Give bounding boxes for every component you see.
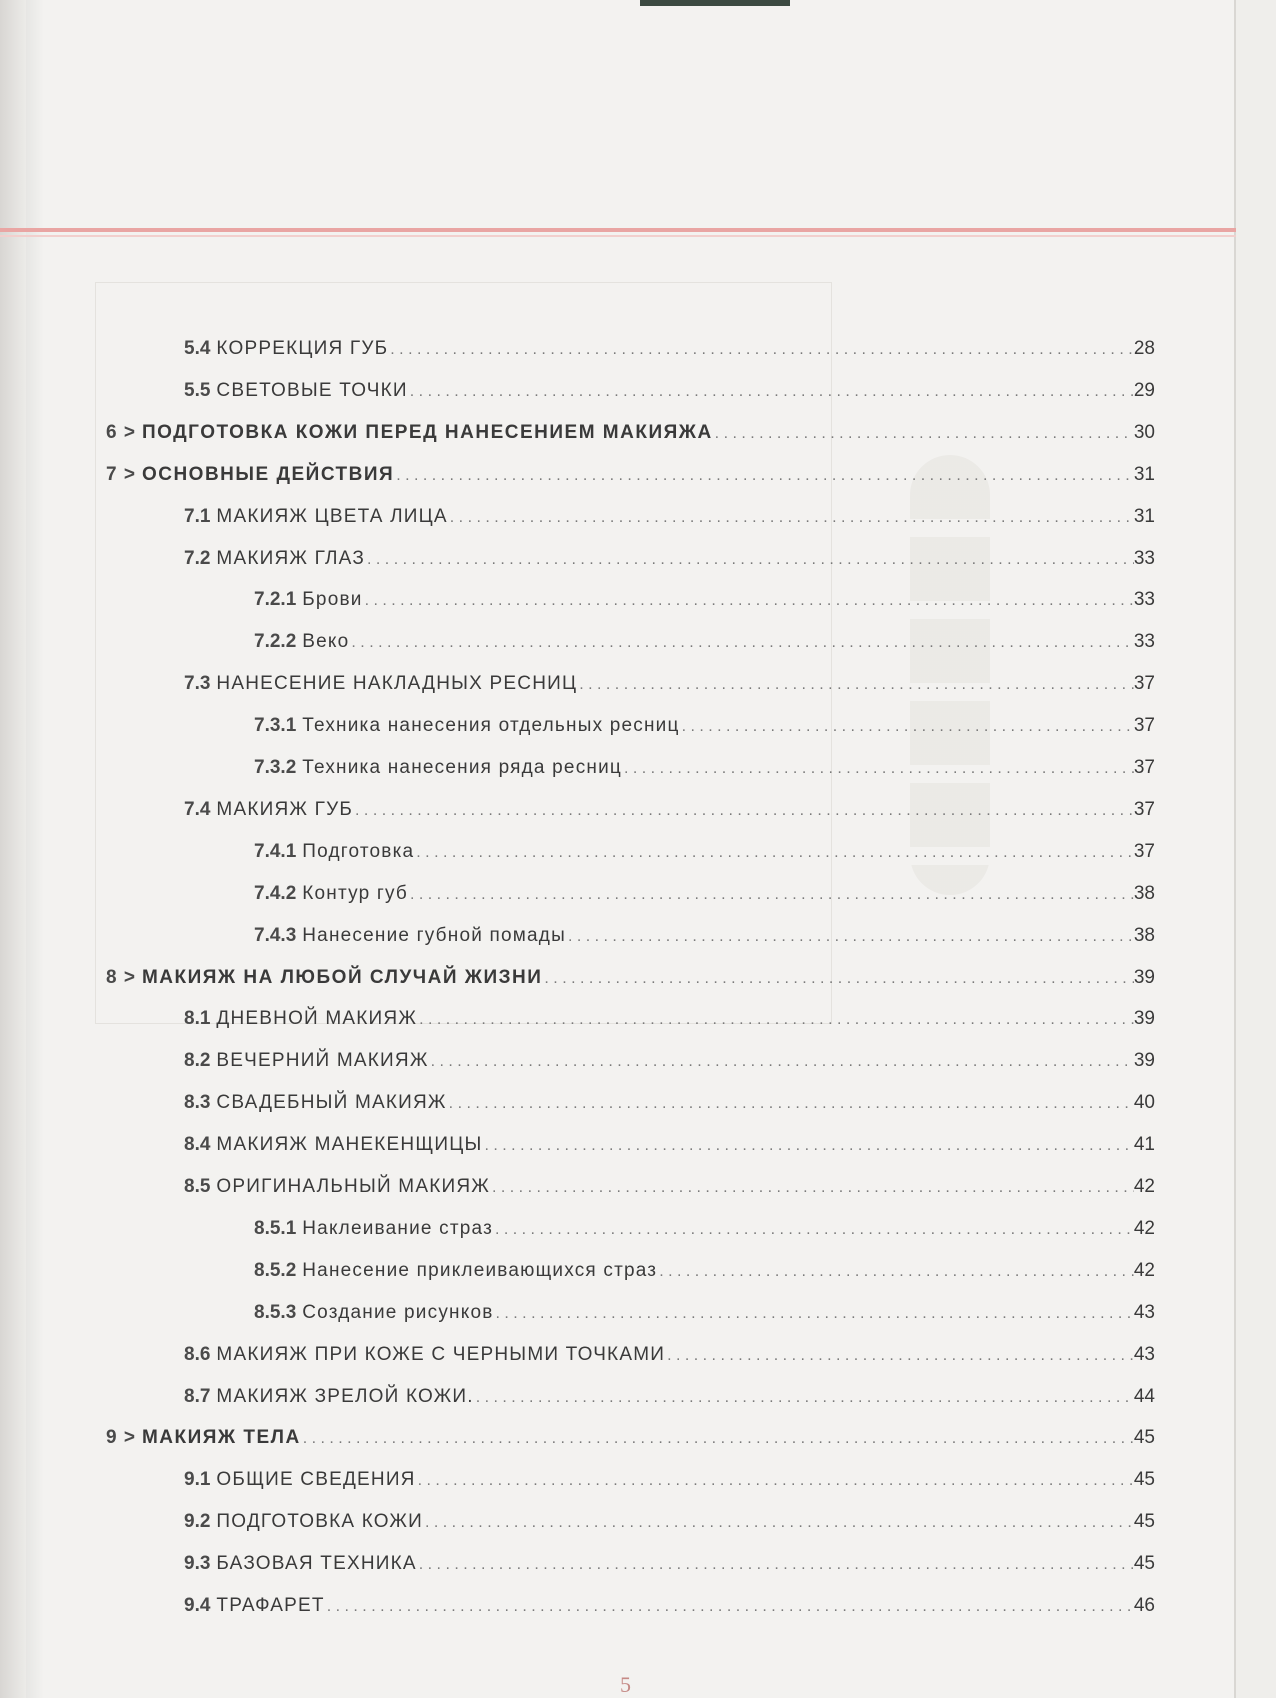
toc-entry-title: Техника нанесения ряда ресниц — [302, 757, 622, 778]
toc-entry-number: 7.3 — [184, 673, 211, 694]
toc-leader-dots — [423, 1514, 1134, 1532]
toc-entry-page: 31 — [1133, 464, 1155, 485]
toc-entry-number: 7.4.3 — [254, 925, 297, 946]
toc-leader-dots — [414, 844, 1134, 862]
toc-leader-dots — [566, 928, 1134, 946]
toc-leader-dots — [363, 592, 1134, 610]
toc-entry-title: МАКИЯЖ ГУБ — [216, 799, 354, 820]
toc-entry-title: Техника нанесения отдельных ресниц — [302, 715, 680, 736]
toc-entry-page: 28 — [1133, 338, 1155, 359]
toc-entry-page: 43 — [1133, 1302, 1155, 1323]
toc-entry-number: 9.4 — [184, 1595, 211, 1616]
toc-entry-number: 7.3.1 — [254, 715, 297, 736]
toc-entry-number: 7.2 — [184, 548, 211, 569]
toc-entry-title: МАКИЯЖ ЦВЕТА ЛИЦА — [216, 506, 448, 527]
toc-entry — [254, 757, 1155, 787]
toc-entry-page: 38 — [1133, 925, 1155, 946]
toc-entry — [254, 1260, 1155, 1290]
toc-entry-number: 8.5 — [184, 1176, 211, 1197]
toc-entry — [184, 338, 1155, 368]
page-number: 5 — [620, 1672, 631, 1697]
toc-entry — [184, 1092, 1155, 1122]
toc-entry — [106, 464, 1155, 494]
toc-entry-page: 29 — [1133, 380, 1155, 401]
toc-entry-page: 45 — [1133, 1553, 1155, 1574]
toc-entry-page: 40 — [1133, 1092, 1155, 1113]
toc-entry — [184, 1344, 1155, 1374]
toc-leader-dots — [408, 886, 1134, 904]
toc-leader-dots — [388, 341, 1134, 359]
toc-entry-title: БАЗОВАЯ ТЕХНИКА — [216, 1553, 417, 1574]
toc-leader-dots — [622, 760, 1134, 778]
toc-entry-title: МАКИЯЖ НА ЛЮБОЙ СЛУЧАЙ ЖИЗНИ — [141, 967, 543, 988]
toc-entry-number: 7.4.2 — [254, 883, 297, 904]
toc-entry-page: 43 — [1133, 1344, 1155, 1365]
toc-entry — [254, 883, 1155, 913]
toc-entry-title: Контур губ — [302, 883, 408, 904]
toc-leader-dots — [416, 1472, 1134, 1490]
toc-leader-dots — [448, 509, 1134, 527]
toc-leader-dots — [493, 1221, 1134, 1239]
toc-entry-number: 5.4 — [184, 338, 211, 359]
toc-entry-title: ПОДГОТОВКА КОЖИ ПЕРЕД НАНЕСЕНИЕМ МАКИЯЖА — [141, 422, 713, 443]
toc-entry — [184, 548, 1155, 578]
toc-entry-title: ВЕЧЕРНИЙ МАКИЯЖ — [216, 1050, 429, 1071]
toc-entry-number: 7.3.2 — [254, 757, 297, 778]
toc-entry — [106, 967, 1155, 997]
toc-leader-dots — [349, 634, 1133, 652]
toc-entry — [254, 1302, 1155, 1332]
toc-entry-page: 33 — [1133, 589, 1155, 610]
toc-leader-dots — [494, 1305, 1134, 1323]
toc-entry-number: 8.2 — [184, 1050, 211, 1071]
toc-entry-page: 33 — [1133, 631, 1155, 652]
toc-leader-dots — [490, 1179, 1134, 1197]
toc-entry-title: МАКИЯЖ ТЕЛА — [141, 1427, 301, 1448]
toc-entry-number: 8.7 — [184, 1386, 211, 1407]
toc-entry — [184, 1595, 1155, 1625]
toc-entry-number: 7.4 — [184, 799, 211, 820]
toc-entry-page: 38 — [1133, 883, 1155, 904]
toc-leader-dots — [353, 802, 1134, 820]
toc-entry-number: 8.3 — [184, 1092, 211, 1113]
toc-entry-title: ПОДГОТОВКА КОЖИ — [216, 1511, 423, 1532]
toc-leader-dots — [394, 467, 1134, 485]
toc-entry-number: 8.5.2 — [254, 1260, 297, 1281]
toc-entry — [254, 1218, 1155, 1248]
toc-entry-title: ОСНОВНЫЕ ДЕЙСТВИЯ — [141, 464, 395, 485]
toc-entry-number: 9.3 — [184, 1553, 211, 1574]
toc-entry-number: 8.5.1 — [254, 1218, 297, 1239]
toc-entry — [254, 925, 1155, 955]
toc-leader-dots — [680, 718, 1134, 736]
toc-entry-number: 7.1 — [184, 506, 211, 527]
toc-entry-page: 42 — [1133, 1176, 1155, 1197]
toc-leader-dots — [474, 1389, 1134, 1407]
toc-entry-number: 9 > — [106, 1427, 136, 1448]
toc-entry-title: Создание рисунков — [302, 1302, 494, 1323]
toc-entry-number: 6 > — [106, 422, 136, 443]
toc-entry-page: 44 — [1133, 1386, 1155, 1407]
toc-entry — [184, 506, 1155, 536]
toc-entry-page: 42 — [1133, 1218, 1155, 1239]
toc-entry — [254, 589, 1155, 619]
toc-entry — [184, 1469, 1155, 1499]
toc-entry-title: ОБЩИЕ СВЕДЕНИЯ — [216, 1469, 416, 1490]
toc-entry — [184, 1511, 1155, 1541]
toc-entry-page: 39 — [1133, 967, 1155, 988]
toc-entry — [184, 1386, 1155, 1416]
toc-leader-dots — [429, 1053, 1134, 1071]
toc-entry — [184, 380, 1155, 410]
toc-leader-dots — [417, 1011, 1134, 1029]
toc-entry-page: 33 — [1133, 548, 1155, 569]
toc-entry-number: 8.1 — [184, 1008, 211, 1029]
toc-entry-number: 7.4.1 — [254, 841, 297, 862]
toc-entry-page: 42 — [1133, 1260, 1155, 1281]
toc-entry-number: 7.2.1 — [254, 589, 297, 610]
toc-entry-number: 8.5.3 — [254, 1302, 297, 1323]
toc-entry-title: МАКИЯЖ ГЛАЗ — [216, 548, 366, 569]
toc-entry-title: Брови — [302, 589, 363, 610]
toc-entry-title: СВАДЕБНЫЙ МАКИЯЖ — [216, 1092, 447, 1113]
toc-entry-page: 39 — [1133, 1008, 1155, 1029]
toc-leader-dots — [301, 1430, 1134, 1448]
toc-leader-dots — [408, 383, 1134, 401]
toc-entry-title: МАКИЯЖ ЗРЕЛОЙ КОЖИ. — [216, 1386, 474, 1407]
toc-entry-page: 41 — [1133, 1134, 1155, 1155]
toc-entry — [184, 1008, 1155, 1038]
toc-leader-dots — [657, 1263, 1134, 1281]
toc-entry-page: 30 — [1133, 422, 1155, 443]
toc-entry-number: 9.2 — [184, 1511, 211, 1532]
toc-entry-title: ОРИГИНАЛЬНЫЙ МАКИЯЖ — [216, 1176, 490, 1197]
toc-entry-title: КОРРЕКЦИЯ ГУБ — [216, 338, 389, 359]
toc-entry — [184, 1134, 1155, 1164]
toc-entry — [254, 841, 1155, 871]
toc-entry-page: 37 — [1133, 715, 1155, 736]
toc-entry-number: 8 > — [106, 967, 136, 988]
toc-entry — [184, 1553, 1155, 1583]
toc-entry — [184, 799, 1155, 829]
toc-entry-page: 45 — [1133, 1427, 1155, 1448]
toc-entry — [184, 1050, 1155, 1080]
toc-entry-title: Веко — [302, 631, 350, 652]
toc-entry-number: 7 > — [106, 464, 136, 485]
toc-leader-dots — [665, 1347, 1134, 1365]
toc-entry-title: НАНЕСЕНИЕ НАКЛАДНЫХ РЕСНИЦ — [216, 673, 578, 694]
toc-entry-title: ТРАФАРЕТ — [216, 1595, 325, 1616]
toc-entry-page: 39 — [1133, 1050, 1155, 1071]
toc-entry-number: 8.4 — [184, 1134, 211, 1155]
toc-leader-dots — [713, 425, 1134, 443]
toc-entry-title: МАКИЯЖ МАНЕКЕНЩИЦЫ — [216, 1134, 483, 1155]
toc-leader-dots — [417, 1556, 1134, 1574]
toc-entry-page: 37 — [1133, 799, 1155, 820]
toc-entry-title: Наклеивание страз — [302, 1218, 493, 1239]
toc-entry-number: 7.2.2 — [254, 631, 297, 652]
toc-entry-number: 8.6 — [184, 1344, 211, 1365]
toc-entry — [106, 422, 1155, 452]
toc-entry — [184, 1176, 1155, 1206]
toc-entry-page: 37 — [1133, 841, 1155, 862]
toc-entry-title: Подготовка — [302, 841, 415, 862]
toc-entry-page: 45 — [1133, 1511, 1155, 1532]
toc-entry — [254, 715, 1155, 745]
toc-leader-dots — [325, 1598, 1134, 1616]
toc-entry-title: МАКИЯЖ ПРИ КОЖЕ С ЧЕРНЫМИ ТОЧКАМИ — [216, 1344, 666, 1365]
toc-entry-title: Нанесение губной помады — [302, 925, 566, 946]
toc-leader-dots — [542, 970, 1133, 988]
toc-entry-title: СВЕТОВЫЕ ТОЧКИ — [216, 380, 408, 401]
toc-leader-dots — [483, 1137, 1134, 1155]
toc-entry-page: 45 — [1133, 1469, 1155, 1490]
toc-entry-number: 9.1 — [184, 1469, 211, 1490]
toc-entry-title: Нанесение приклеивающихся страз — [302, 1260, 658, 1281]
toc-leader-dots — [577, 676, 1134, 694]
toc-entry-page: 37 — [1133, 757, 1155, 778]
toc-entry-title: ДНЕВНОЙ МАКИЯЖ — [216, 1008, 418, 1029]
toc-entry-page: 46 — [1133, 1595, 1155, 1616]
toc-entry — [254, 631, 1155, 661]
toc-leader-dots — [365, 551, 1134, 569]
toc-entry-page: 37 — [1133, 673, 1155, 694]
toc-entry-number: 5.5 — [184, 380, 211, 401]
toc-entry — [184, 673, 1155, 703]
toc-entry-page: 31 — [1133, 506, 1155, 527]
toc-leader-dots — [447, 1095, 1134, 1113]
toc-entry — [106, 1427, 1155, 1457]
